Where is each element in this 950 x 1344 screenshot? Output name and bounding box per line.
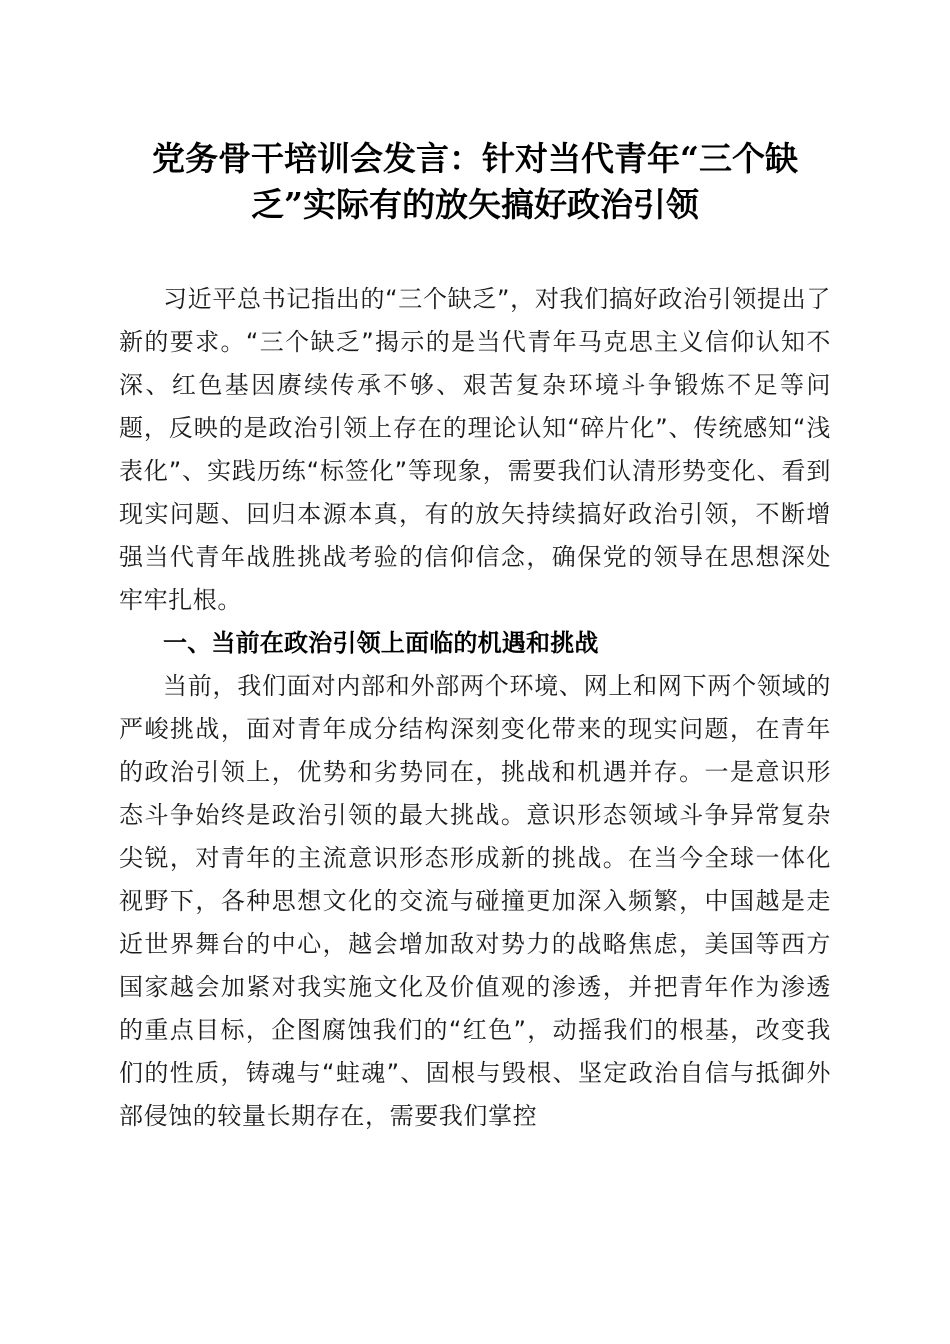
- section-heading-1: 一、当前在政治引领上面临的机遇和挑战: [163, 629, 599, 657]
- document-title: [110, 136, 840, 228]
- paragraph-section-1: 当前，我们面对内部和外部两个环境、网上和网下两个领域的严峻挑战，面对青年成分结构深刻变化带来的现实问题，在青年的政治引领上，优势和劣势同在，挑战和机遇并存。一是意识形态斗争始终是政治引领的最大挑战。意识形态领域斗争异常复杂尖锐，对青年的主流意识形态形成新的挑战。在当今全球一体化视野下，各种思想文化的交流与碰撞更加深入频繁，中国越是走近世界舞台的中心，越会增加敌对势力的战略焦虑，美国等西方国家越会加紧对我实施文化及价值观的渗透，并把青年作为渗透的重点目标，企图腐蚀我们的“红色”，动摇我们的根基，改变我们的性质，铸魂与“蛀魂”、固根与毁根、坚定政治自信与抵御外部侵蚀的较量长期存在，需要我们掌控: [119, 672, 831, 1130]
- title-line-2: 乏”实际有的放矢搞好政治引领: [251, 185, 699, 224]
- document-body: [119, 278, 831, 1138]
- paragraph-intro: 习近平总书记指出的“三个缺乏”，对我们搞好政治引领提出了新的要求。“三个缺乏”揭示的是当代青年马克思主义信仰认知不深、红色基因赓续传承不够、艰苦复杂环境斗争锻炼不足等问题，反映的是政治引领上存在的理论认知“碎片化”、传统感知“浅表化”、实践历练“标签化”等现象，需要我们认清形势变化、看到现实问题、回归本源本真，有的放矢持续搞好政治引领，不断增强当代青年战胜挑战考验的信仰信念，确保党的领导在思想深处牢牢扎根。: [119, 285, 831, 614]
- title-line-1: 党务骨干培训会发言：针对当代青年“三个缺: [152, 139, 798, 178]
